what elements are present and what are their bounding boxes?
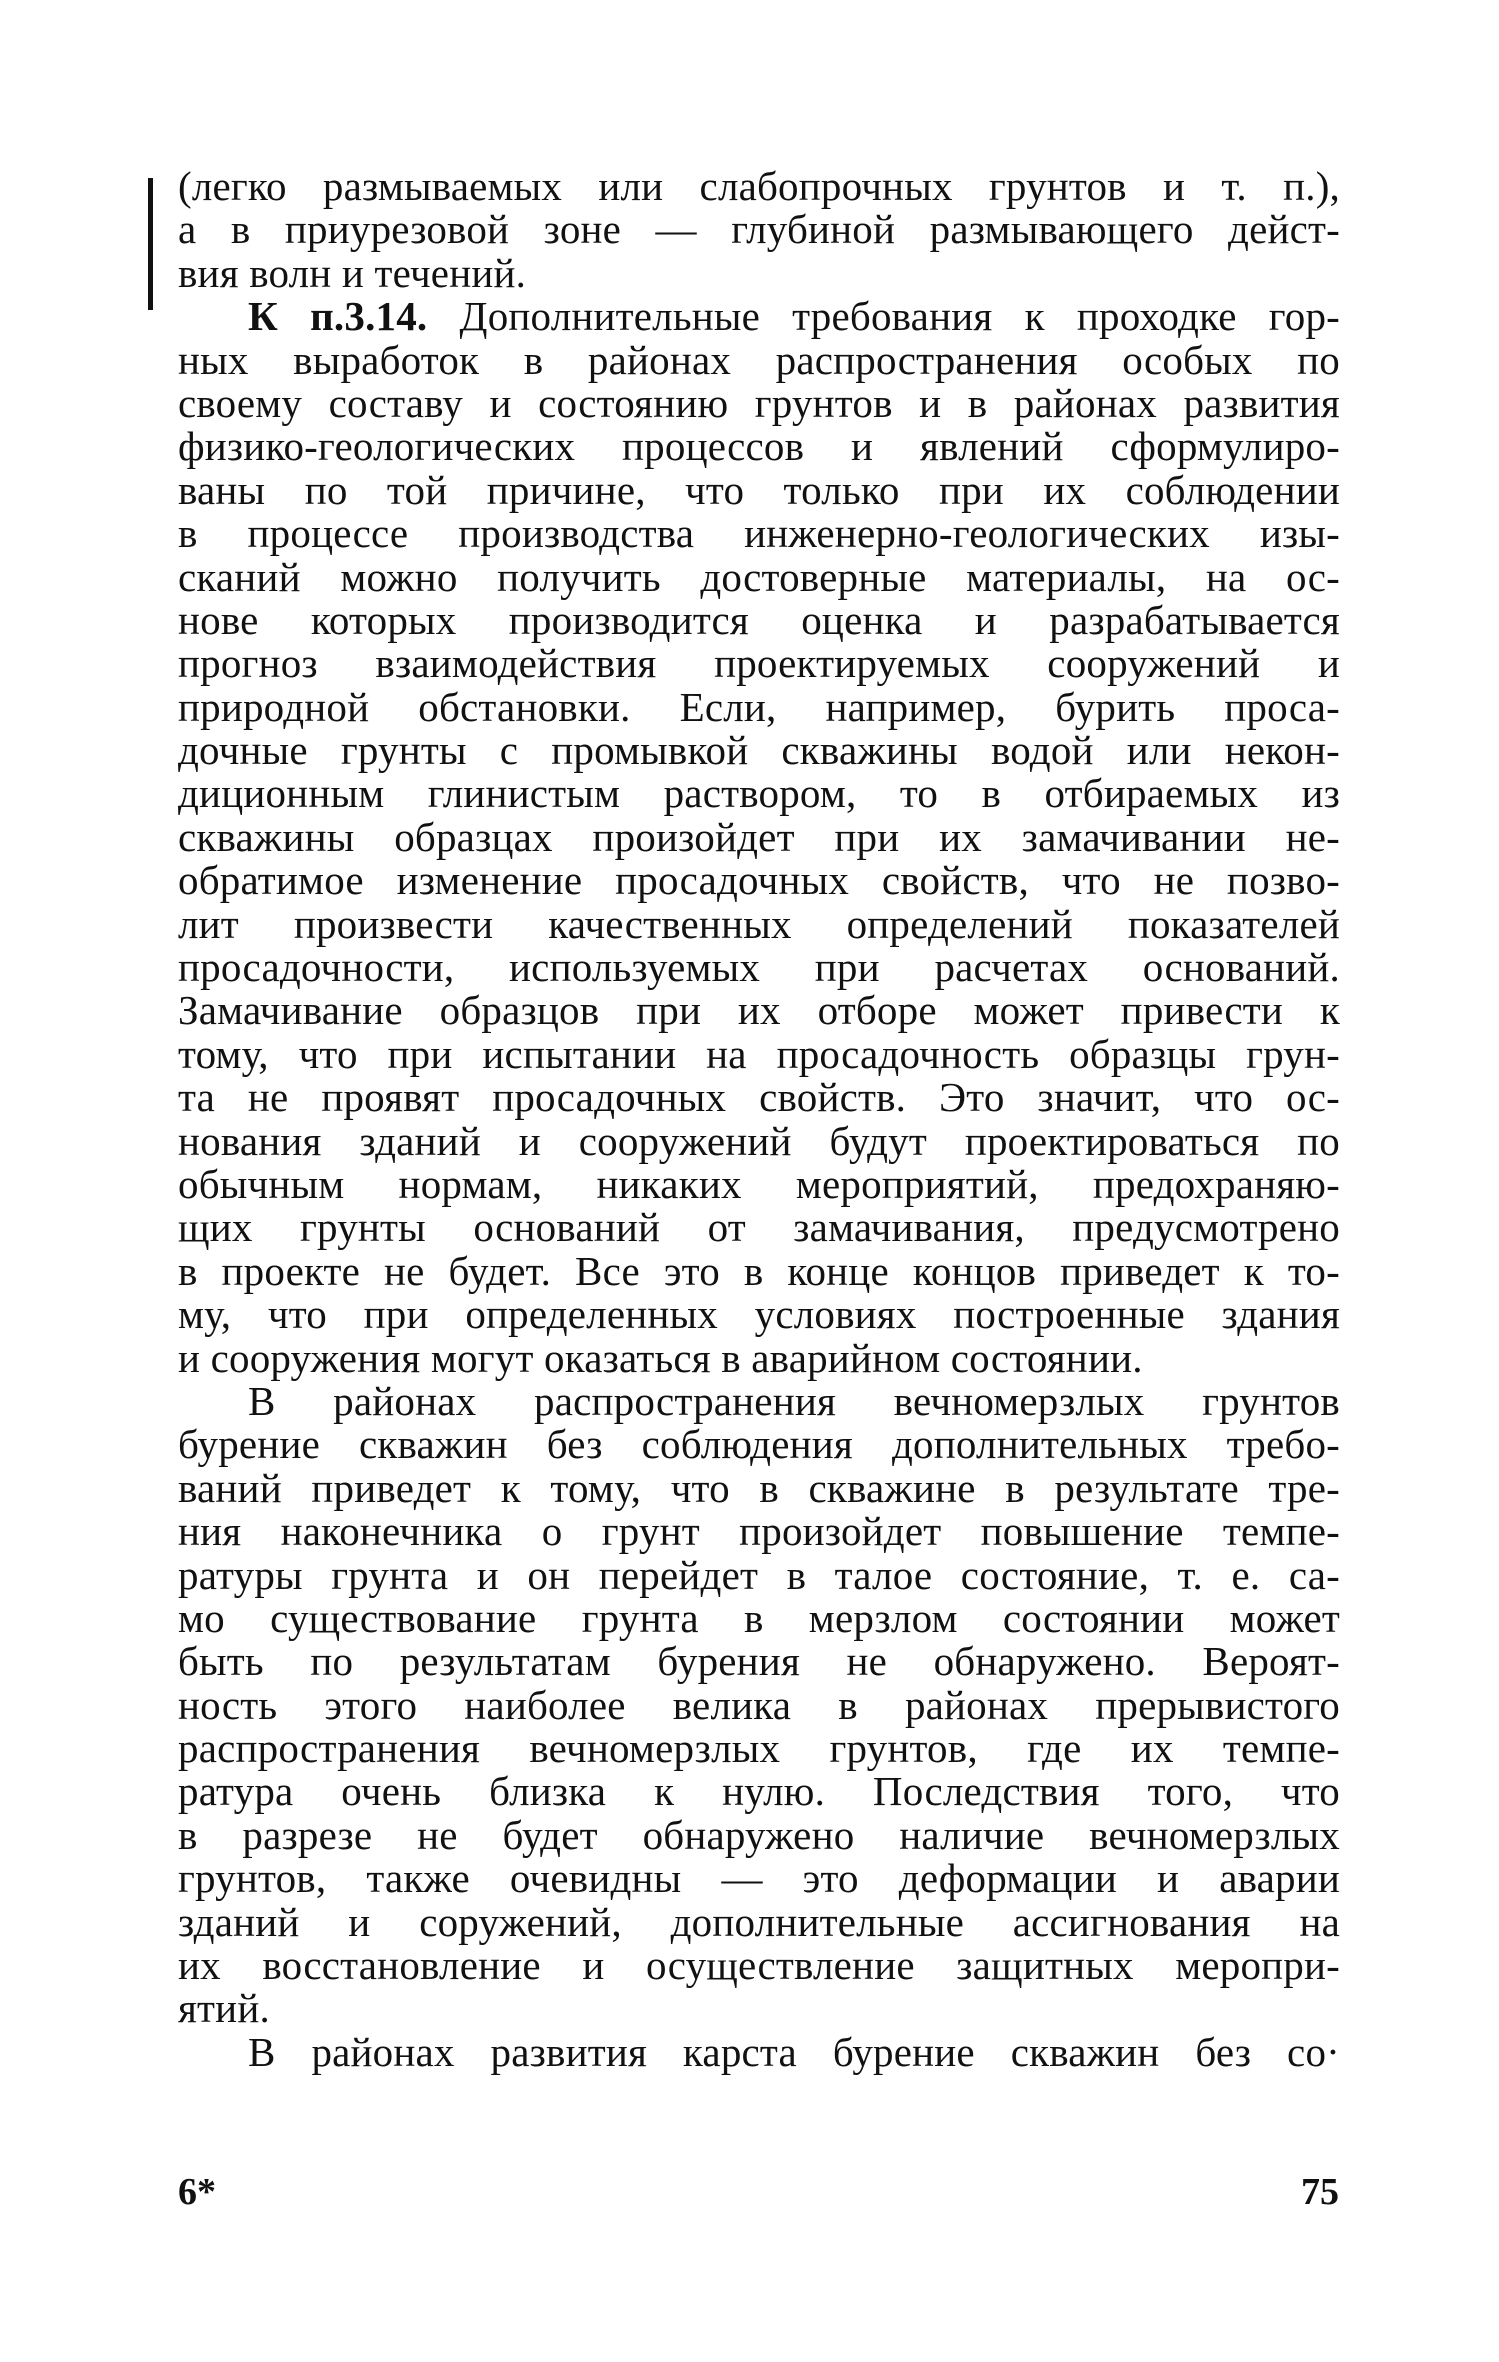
- text-line: му, что при определенных условиях построенные здания: [178, 1291, 1340, 1338]
- text-line: щих грунты оснований от замачивания, предусмотрено: [178, 1204, 1340, 1251]
- text-line: ных выработок в районах распространения особых по: [178, 336, 1340, 383]
- text-line: ваний приведет к тому, что в скважине в результате тре-: [178, 1464, 1340, 1511]
- text-line: (легко размываемых или слабопрочных грунтов и т. п.),: [178, 163, 1340, 209]
- text-line: обычным нормам, никаких мероприятий, предохраняю-: [178, 1160, 1340, 1207]
- text-line: мо существование грунта в мерзлом состоянии может: [178, 1594, 1340, 1641]
- text-line: вия волн и течений.: [178, 249, 527, 296]
- text-line: дочные грунты с промывкой скважины водой или некон-: [178, 727, 1340, 774]
- text-line: в разрезе не будет обнаружено наличие вечномерзлых: [178, 1811, 1340, 1858]
- text-line: физико-геологических процессов и явлений сформулиро-: [178, 423, 1340, 470]
- text-line: Замачивание образцов при их отборе может привести к: [178, 987, 1340, 1034]
- text-line: прогноз взаимодействия проектируемых сооружений и: [178, 640, 1340, 687]
- text-line: ваны по той причине, что только при их соблюдении: [178, 466, 1340, 513]
- text-line-rest: Дополнительные требования к проходке гор-: [459, 293, 1341, 340]
- section-reference: К п.3.14.: [248, 293, 428, 340]
- text-line: природной обстановки. Если, например, бурить проса-: [178, 683, 1340, 730]
- text-line: лит произвести качественных определений показателей: [178, 900, 1340, 947]
- text-line: та не проявят просадочных свойств. Это значит, что ос-: [178, 1074, 1340, 1121]
- text-line: нове которых производится оценка и разрабатывается: [178, 596, 1340, 643]
- text-line: ратуры грунта и он перейдет в талое состояние, т. е. са-: [178, 1551, 1340, 1598]
- page-number: 75: [1301, 2171, 1339, 2213]
- text-line: ность этого наиболее велика в районах прерывистого: [178, 1681, 1340, 1728]
- text-line: диционным глинистым раствором, то в отбираемых из: [178, 770, 1340, 817]
- margin-change-bar: [148, 178, 153, 310]
- text-line: бурение скважин без соблюдения дополнительных требо-: [178, 1421, 1340, 1468]
- text-line: и сооружения могут оказаться в аварийном состоянии.: [178, 1334, 1143, 1381]
- text-line: зданий и соружений, дополнительные ассигнования на: [178, 1898, 1340, 1945]
- text-line: сканий можно получить достоверные материалы, на ос-: [178, 553, 1340, 600]
- text-line: В районах развития карста бурение скважин без со·: [248, 2028, 1340, 2075]
- text-line: быть по результатам бурения не обнаружено. Вероят-: [178, 1638, 1340, 1685]
- text-line: тому, что при испытании на просадочность образцы грун-: [178, 1030, 1340, 1077]
- text-line: ния наконечника о грунт произойдет повышение темпе-: [178, 1508, 1340, 1555]
- text-line: в проекте не будет. Все это в конце концов приведет к то-: [178, 1247, 1340, 1294]
- text-line: нования зданий и сооружений будут проектироваться по: [178, 1117, 1340, 1164]
- text-line: ратура очень близка к нулю. Последствия того, что: [178, 1768, 1340, 1815]
- text-line: своему составу и состоянию грунтов и в районах развития: [178, 379, 1340, 426]
- text-line: ятий.: [178, 1985, 270, 2032]
- text-line: [178, 295, 1340, 338]
- text-line: в процессе производства инженерно-геологических изы-: [178, 510, 1340, 557]
- text-block: [178, 165, 1340, 2074]
- text-line: обратимое изменение просадочных свойств, что не позво-: [178, 857, 1340, 904]
- text-line: а в приурезовой зоне — глубиной размывающего дейст-: [178, 206, 1340, 253]
- text-line: грунтов, также очевидны — это деформации и аварии: [178, 1855, 1340, 1902]
- signature-mark: 6*: [178, 2171, 216, 2213]
- text-line: В районах распространения вечномерзлых грунтов: [248, 1377, 1340, 1424]
- text-line: их восстановление и осуществление защитных меропри-: [178, 1942, 1340, 1989]
- text-line: просадочности, используемых при расчетах оснований.: [178, 944, 1340, 991]
- text-line: распространения вечномерзлых грунтов, где их темпе-: [178, 1725, 1340, 1772]
- text-line: скважины образцах произойдет при их замачивании не-: [178, 813, 1340, 860]
